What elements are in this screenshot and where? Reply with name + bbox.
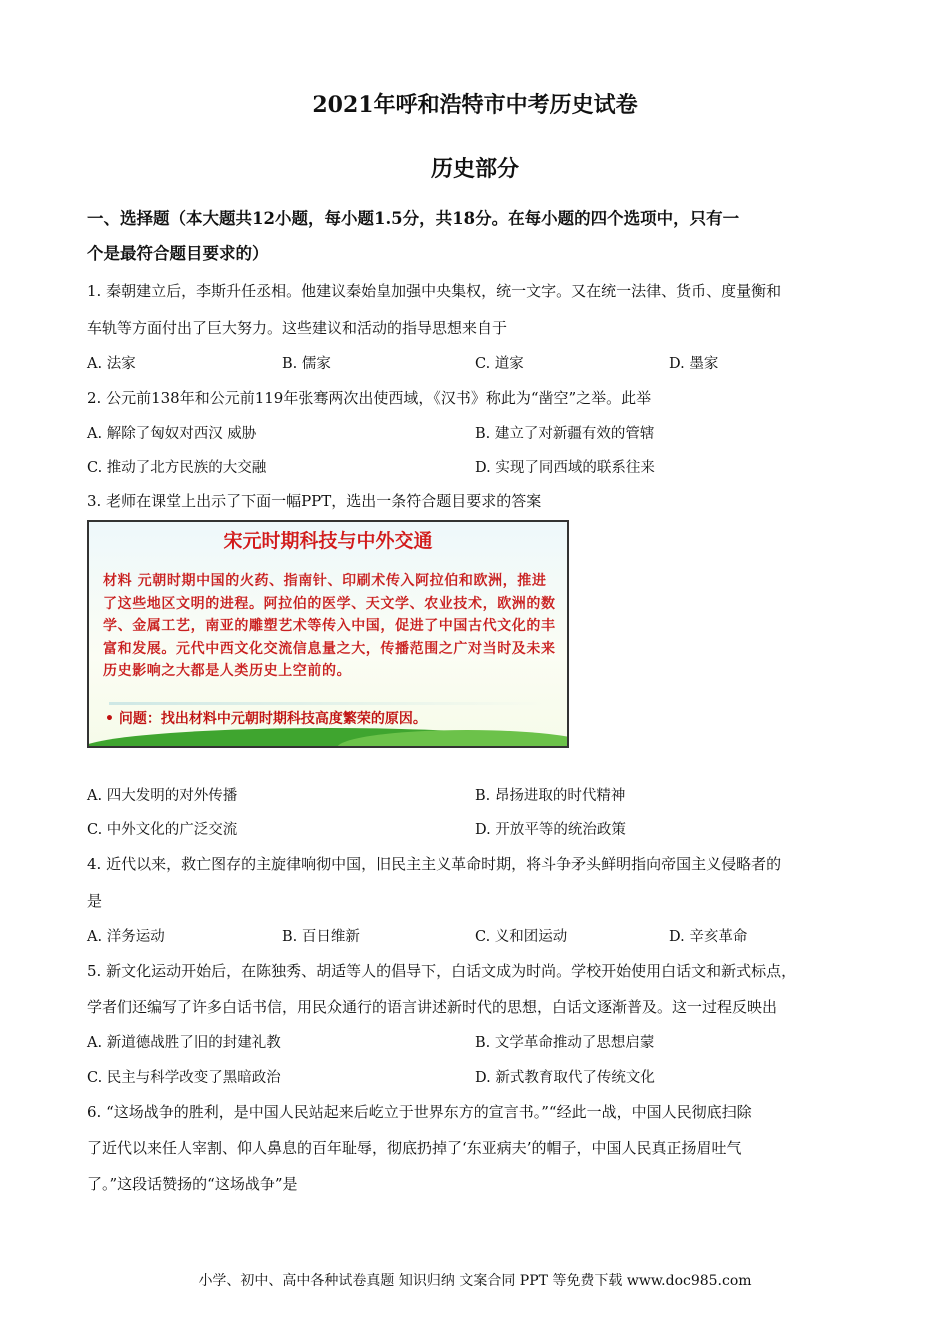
section-header-line1: 一、选择题（本大题共12小题，每小题1.5分，共18分。在每小题的四个选项中，只有一 xyxy=(87,209,740,228)
q4-stem-line2: 是 xyxy=(87,892,103,910)
page-footer: 小学、初中、高中各种试卷真题 知识归纳 文案合同 PPT 等免费下载 www.doc985.com xyxy=(198,1273,752,1289)
slide-decoration xyxy=(109,702,549,705)
q5-option-c: C. 民主与科学改变了黑暗政治 xyxy=(87,1070,281,1086)
ppt-slide-image xyxy=(87,520,569,748)
q5-option-a: A. 新道德战胜了旧的封建礼教 xyxy=(87,1035,281,1051)
q2-option-b: B. 建立了对新疆有效的管辖 xyxy=(475,426,655,442)
slide-title: 宋元时期科技与中外交通 xyxy=(223,530,433,552)
q3-option-a: A. 四大发明的对外传播 xyxy=(87,788,238,804)
q4-option-d: D. 辛亥革命 xyxy=(669,929,748,945)
q1-stem-line2: 车轨等方面付出了巨大努力。这些建议和活动的指导思想来自于 xyxy=(87,319,508,337)
q1-option-a: A. 法家 xyxy=(87,356,136,372)
q2-option-d: D. 实现了同西域的联系往来 xyxy=(475,460,655,476)
q1-stem-line1: 1. 秦朝建立后，李斯升任丞相。他建议秦始皇加强中央集权，统一文字。又在统一法律、货币、度量衡和 xyxy=(87,282,782,300)
slide-material-text: 材料 元朝时期中国的火药、指南针、印刷术传入阿拉伯和欧洲，推进了这些地区文明的进程。阿拉伯的医学、天文学、农业技术，欧洲的数学、金属工艺，南亚的雕塑艺术等传入中国，促进了中国古代文化的丰富和发展。元代中西文化交流信息量之大，传播范围之广对当时及未来历史影响之大都是人类历史上空前的。 xyxy=(103,573,556,679)
q6-stem-line2: 了近代以来任人宰割、仰人鼻息的百年耻辱，彻底扔掉了‘东亚病夫’的帽子，中国人民真正扬眉吐气 xyxy=(87,1139,742,1157)
q5-option-d: D. 新式教育取代了传统文化 xyxy=(475,1070,655,1086)
exam-title: 2021年呼和浩特市中考历史试卷 xyxy=(312,92,638,118)
section-header-line2: 个是最符合题目要求的） xyxy=(87,244,269,263)
q1-option-d: D. 墨家 xyxy=(669,356,719,372)
q5-option-b: B. 文学革命推动了思想启蒙 xyxy=(475,1035,655,1051)
q6-stem-line1: 6. “这场战争的胜利，是中国人民站起来后屹立于世界东方的宣言书。”“经此一战，中国人民彻底扫除 xyxy=(87,1103,752,1121)
q6-stem-line3: 了。”这段话赞扬的“这场战争”是 xyxy=(87,1175,298,1193)
q3-option-d: D. 开放平等的统治政策 xyxy=(475,822,626,838)
q3-option-b: B. 昂扬进取的时代精神 xyxy=(475,788,626,804)
q2-stem: 2. 公元前138年和公元前119年张骞两次出使西域，《汉书》称此为“凿空”之举。此举 xyxy=(87,389,652,407)
q4-option-b: B. 百日维新 xyxy=(282,929,360,945)
slide-question: • 问题：找出材料中元朝时期科技高度繁荣的原因。 xyxy=(105,711,427,727)
q2-option-a: A. 解除了匈奴对西汉 威胁 xyxy=(87,426,257,442)
q1-option-c: C. 道家 xyxy=(475,356,524,372)
part-title: 历史部分 xyxy=(430,156,519,182)
q2-option-c: C. 推动了北方民族的大交融 xyxy=(87,460,267,476)
q5-stem-line2: 学者们还编写了许多白话书信，用民众通行的语言讲述新时代的思想，白话文逐渐普及。这一过程反映出 xyxy=(87,998,778,1016)
q4-option-a: A. 洋务运动 xyxy=(87,929,165,945)
q4-stem-line1: 4. 近代以来，救亡图存的主旋律响彻中国，旧民主主义革命时期，将斗争矛头鲜明指向帝国主义侵略者的 xyxy=(87,855,782,873)
q3-stem: 3. 老师在课堂上出示了下面一幅PPT，选出一条符合题目要求的答案 xyxy=(87,492,542,510)
q1-option-b: B. 儒家 xyxy=(282,356,331,372)
q5-stem-line1: 5. 新文化运动开始后，在陈独秀、胡适等人的倡导下，白话文成为时尚。学校开始使用白话文和新式标点， xyxy=(87,962,797,980)
q3-option-c: C. 中外文化的广泛交流 xyxy=(87,822,238,838)
q4-option-c: C. 义和团运动 xyxy=(475,929,568,945)
